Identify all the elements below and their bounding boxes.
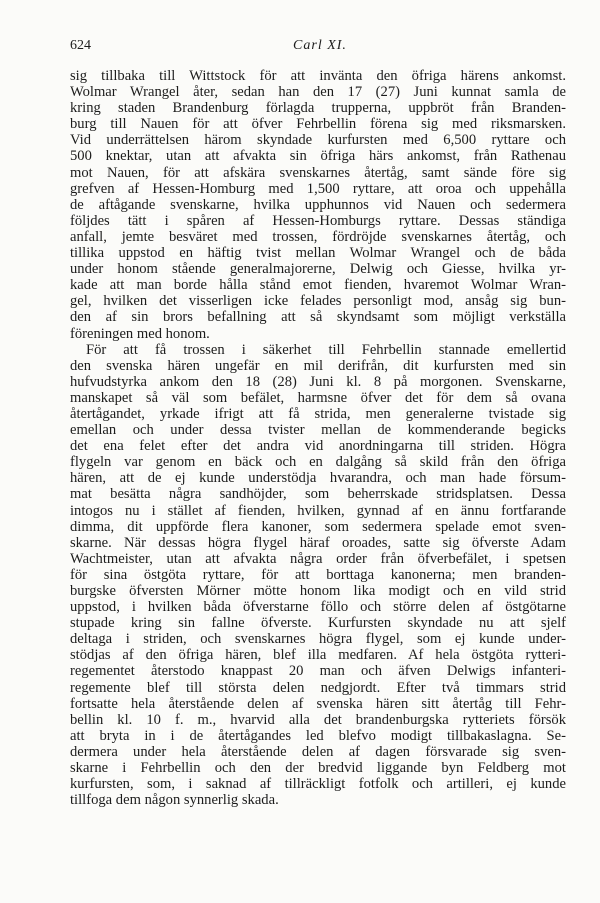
page-number: 624 bbox=[70, 38, 91, 53]
text-line: de aftågande svenskarne, hvilka upphunnos vid Nauen och sedermera bbox=[70, 196, 566, 213]
text-line: Wachtmeister, utan att afvakta några order från öfverbefälet, i spetsen bbox=[70, 550, 566, 567]
text-line: fortsatte hela återstående delen af svenska hären sitt återtåg till Fehr- bbox=[70, 695, 566, 712]
text-line: Wolmar Wrangel åter, sedan han den 17 (27) Juni kunnat samla de bbox=[70, 84, 566, 101]
text-line: emellan och under dessa tvister mellan de kommenderande begicks bbox=[70, 422, 566, 439]
text-line: kring staden Brandenburg förlagda trupperna, uppbröt från Branden- bbox=[70, 100, 566, 117]
text-line: bellin kl. 10 f. m., hvarvid alla det brandenburgska rytteriets försök bbox=[70, 711, 566, 728]
text-line: dimma, dit uppförde flera kanoner, som sedermera spelade emot sven- bbox=[70, 518, 566, 535]
text-line: föreningen med honom. bbox=[70, 325, 210, 342]
text-line: uppstod, i hvilken båda öfverstarne föllo och större delen af östgötarne bbox=[70, 599, 566, 616]
text-line: hären, att de ej kunde understödja hvarandra, och man hade försum- bbox=[70, 470, 566, 487]
text-line: den af sin brors befallning att så skyndsamt som möjligt verkställa bbox=[70, 309, 566, 326]
text-line: För att få trossen i säkerhet till Fehrbellin stannade emellertid bbox=[86, 341, 566, 358]
text-line: dermera under hela återstående delen af dagen försvarade sig sven- bbox=[70, 743, 566, 760]
text-line: mot Nauen, för att afskära svenskarnes återtåg, samt sände före sig bbox=[70, 164, 566, 181]
text-line: regementet återstodo knappast 20 man och äfven Delwigs infanteri- bbox=[70, 663, 566, 680]
text-line: 500 knektar, utan att afvakta sin öfriga härs ankomst, från Rathenau bbox=[70, 148, 566, 165]
text-line: intogos nu i stället af fienden, hvilken, gynnad af en ännu fortfarande bbox=[70, 502, 566, 519]
text-line: Vid underrättelsen härom skyndade kurfursten med 6,500 ryttare och bbox=[70, 132, 566, 149]
page-header bbox=[70, 38, 570, 58]
text-line: skarne i Fehrbellin och den der bredvid liggande byn Feldberg mot bbox=[70, 760, 566, 777]
text-line: tillfoga dem någon synnerlig skada. bbox=[70, 792, 279, 809]
text-line: återtågandet, yrkade ifrigt att få strida, men generalerne tvistade sig bbox=[70, 405, 566, 422]
text-line: kurfursten, som, i saknad af tillräckligt fotfolk och artilleri, ej kunde bbox=[70, 776, 566, 793]
text-line: den svenska hären ungefär en mil derifrån, dit kurfursten med sin bbox=[70, 357, 566, 374]
body-text bbox=[70, 68, 566, 808]
text-line: hufvudstyrka ankom den 18 (28) Juni kl. 8 på morgonen. Svenskarne, bbox=[70, 373, 566, 390]
text-line: deltaga i striden, och svenskarnes högra flygel, som ej kunde under- bbox=[70, 631, 566, 648]
text-line: burgske öfversten Mörner mötte honom lika modigt och en vild strid bbox=[70, 583, 566, 599]
text-line: tillika uppstod en häftig tvist mellan Wolmar Wrangel och de båda bbox=[70, 245, 566, 262]
text-line: gel, hvilken det visserligen icke felades personligt mod, ansåg sig bun- bbox=[70, 293, 566, 310]
text-line: sig tillbaka till Wittstock för att invänta den öfriga härens ankomst. bbox=[70, 68, 566, 84]
text-line: burg till Nauen för att öfver Fehrbellin förena sig med riksmarsken. bbox=[70, 116, 566, 133]
running-head: Carl XI. bbox=[293, 38, 347, 53]
text-line: mat besätta några sandhöjder, som beherrskade stridsplatsen. Dessa bbox=[70, 486, 566, 503]
text-line: det ena felet efter det andra vid anordningarna till striden. Högra bbox=[70, 438, 566, 455]
text-line: stupade kring sin fallne öfverste. Kurfursten skyndade nu att sjelf bbox=[70, 615, 566, 632]
paragraph bbox=[70, 342, 566, 809]
text-line: manskapet så väl som befälet, harmsne öfver det för dem så ovana bbox=[70, 389, 566, 406]
text-line: kade att man borde hålla stånd emot fienden, hvaremot Wolmar Wran- bbox=[70, 277, 566, 294]
paragraph bbox=[70, 68, 566, 342]
text-line: stödjas af den öfriga hären, blef illa medfaren. Af hela östgöta rytteri- bbox=[70, 647, 566, 664]
text-line: flygeln var genom en bäck och en dalgång så skild från den öfriga bbox=[70, 454, 566, 471]
text-line: följdes tätt i spåren af Hessen-Homburgs ryttare. Dessas ständiga bbox=[70, 212, 566, 229]
text-line: anfall, jemte besväret med trossen, fördröjde svenskarnes återtåg, och bbox=[70, 228, 566, 245]
text-line: grefven af Hessen-Homburg med 1,500 ryttare, att oroa och uppehålla bbox=[70, 180, 566, 197]
text-line: att bryta in i de återtågandes led blefvo modigt tillbakaslagna. Se- bbox=[70, 727, 566, 744]
text-line: skarne. När dessas högra flygel häraf oroades, satte sig öfverste Adam bbox=[70, 534, 566, 551]
text-line: för sina östgöta ryttare, för att borttaga kanonerna; men branden- bbox=[70, 566, 566, 583]
text-line: under honom stående generalmajorerne, Delwig och Giesse, hvilka yr- bbox=[70, 261, 566, 278]
text-line: regemente blef till största delen nedgjordt. Efter två timmars strid bbox=[70, 679, 566, 696]
